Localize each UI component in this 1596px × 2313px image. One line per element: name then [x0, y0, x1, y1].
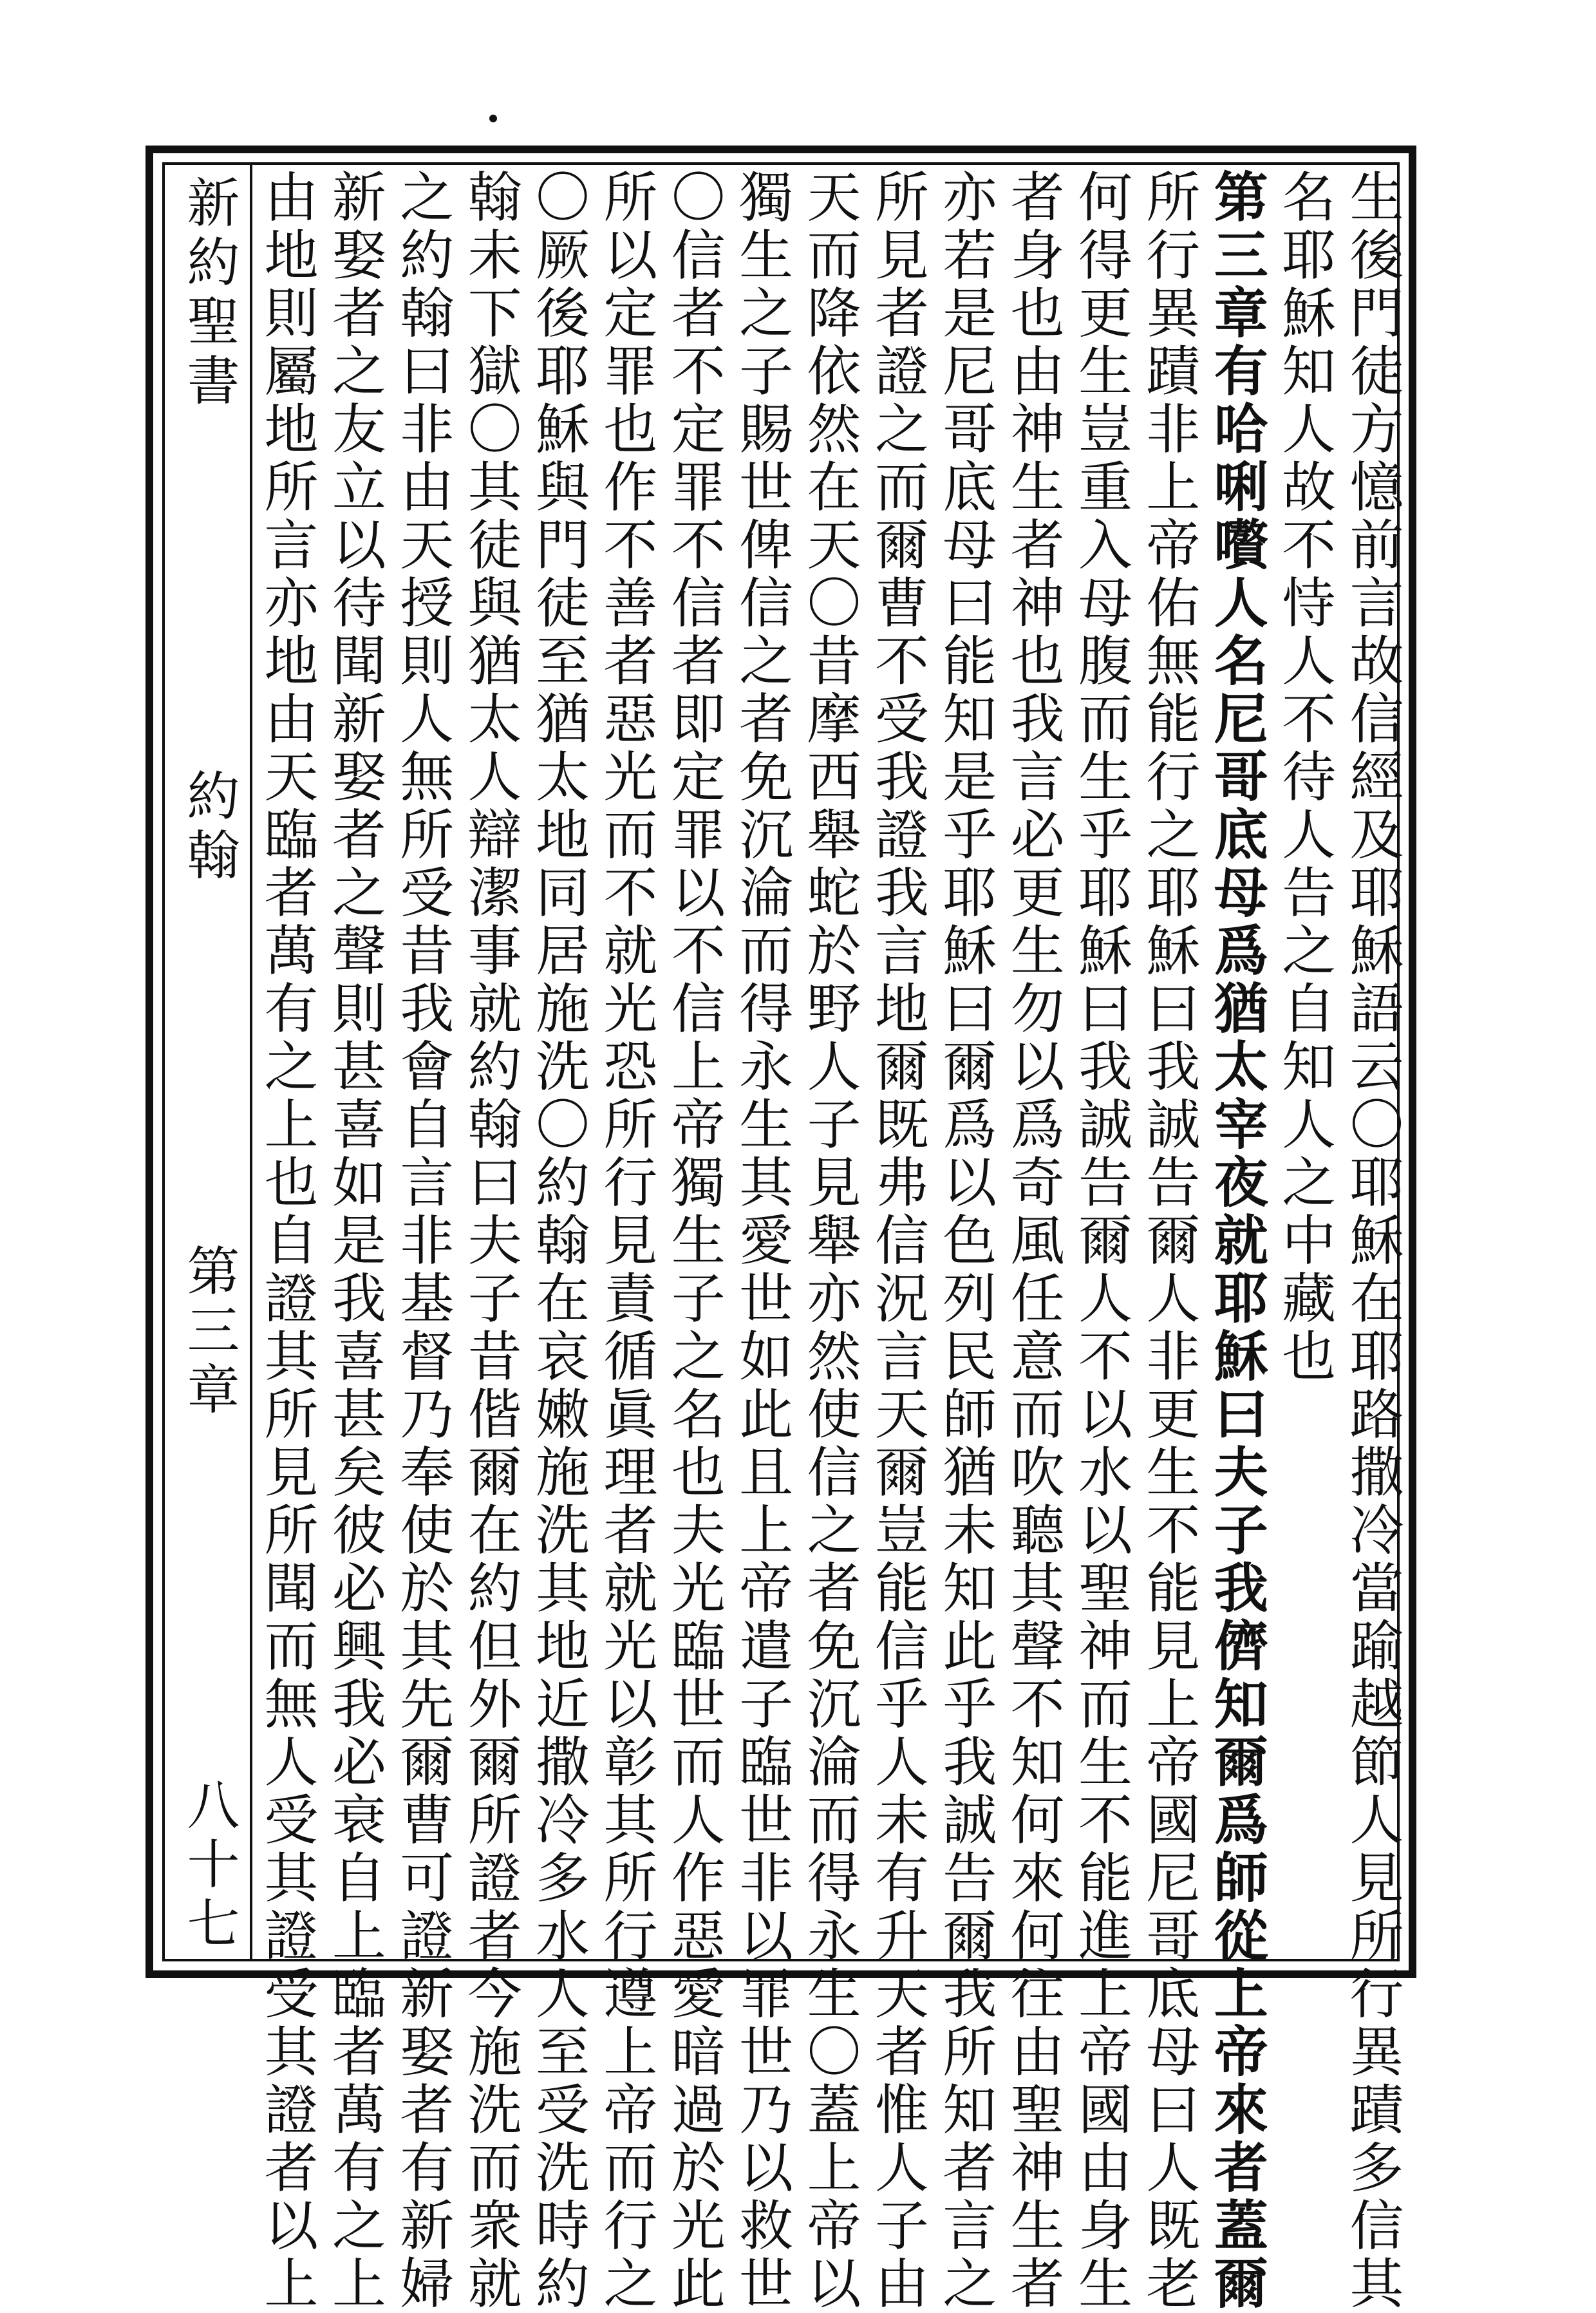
- page-number: 八十七: [178, 1777, 239, 1955]
- text-column: 名耶穌知人故不恃人不待人告之自知人之中藏也: [1273, 169, 1337, 1386]
- text-column: 所見者證之而爾曹不受我證我言地爾既弗信況言天爾豈能信乎人未有升天者惟人子由: [866, 169, 930, 2313]
- main-text: [256, 169, 1404, 2313]
- text-column: 生後門徒方憶前言故信經及耶穌語云〇耶穌在耶路撒冷當踰越節人見所行異蹟多信其: [1341, 169, 1404, 2313]
- running-header: [173, 175, 245, 1955]
- text-column: 新娶者之友立以待聞新娶者之聲則甚喜如是我喜甚矣彼必興我必衰自上臨者萬有之上: [323, 169, 387, 2313]
- text-column: 之約翰曰非由天授則人無所受昔我會自言非基督乃奉使於其先爾曹可證新娶者有新婦: [391, 169, 455, 2313]
- print-mark: [489, 115, 497, 122]
- text-column: 者身也由神生者神也我言必更生勿以爲奇風任意而吹聽其聲不知何來何往由聖神生者: [1002, 169, 1066, 2313]
- text-column: 由地則屬地所言亦地由天臨者萬有之上也自證其所見所聞而無人受其證受其證者以上: [256, 169, 319, 2313]
- text-column: 〇厥後耶穌與門徒至猶太地同居施洗〇約翰在哀嫩施洗其地近撒冷多水人至受洗時約: [527, 169, 590, 2313]
- chapter-label: 第三章: [178, 1243, 239, 1421]
- text-column: 翰未下獄〇其徒與猶太人辯潔事就約翰曰夫子昔偕爾在約但外爾所證者今施洗而衆就: [459, 169, 523, 2313]
- book-title: 新約聖書: [178, 175, 239, 412]
- chapter-heading-column: 第三章有哈唎嚽人名尼哥底母爲猶太宰夜就耶穌曰夫子我儕知爾爲師從上帝來者蓋爾: [1205, 169, 1270, 2313]
- text-column: 何得更生豈重入母腹而生乎耶穌曰我誠告爾人不以水以聖神而生不能進上帝國由身生: [1069, 169, 1133, 2313]
- text-column: 獨生之子賜世俾信之者免沉淪而得永生其愛世如此且上帝遣子臨世非以罪世乃以救世: [730, 169, 794, 2313]
- text-column: 天而降依然在天〇昔摩西舉蛇於野人子見舉亦然使信之者免沉淪而得永生〇蓋上帝以: [798, 169, 861, 2313]
- text-column: 所行異蹟非上帝佑無能行之耶穌曰我誠告爾人非更生不能見上帝國尼哥底母曰人既老: [1137, 169, 1201, 2313]
- book-name: 約翰: [178, 768, 239, 887]
- text-column: 〇信者不定罪不信者即定罪以不信上帝獨生子之名也夫光臨世而人作惡愛暗過於光此: [662, 169, 726, 2313]
- text-column: 所以定罪也作不善者惡光而不就光恐所行見責循眞理者就光以彰其所行遵上帝而行之: [594, 169, 658, 2313]
- margin-divider: [250, 162, 252, 1961]
- text-column: 亦若是尼哥底母曰能知是乎耶穌曰爾爲以色列民師猶未知此乎我誠告爾我所知者言之: [934, 169, 997, 2313]
